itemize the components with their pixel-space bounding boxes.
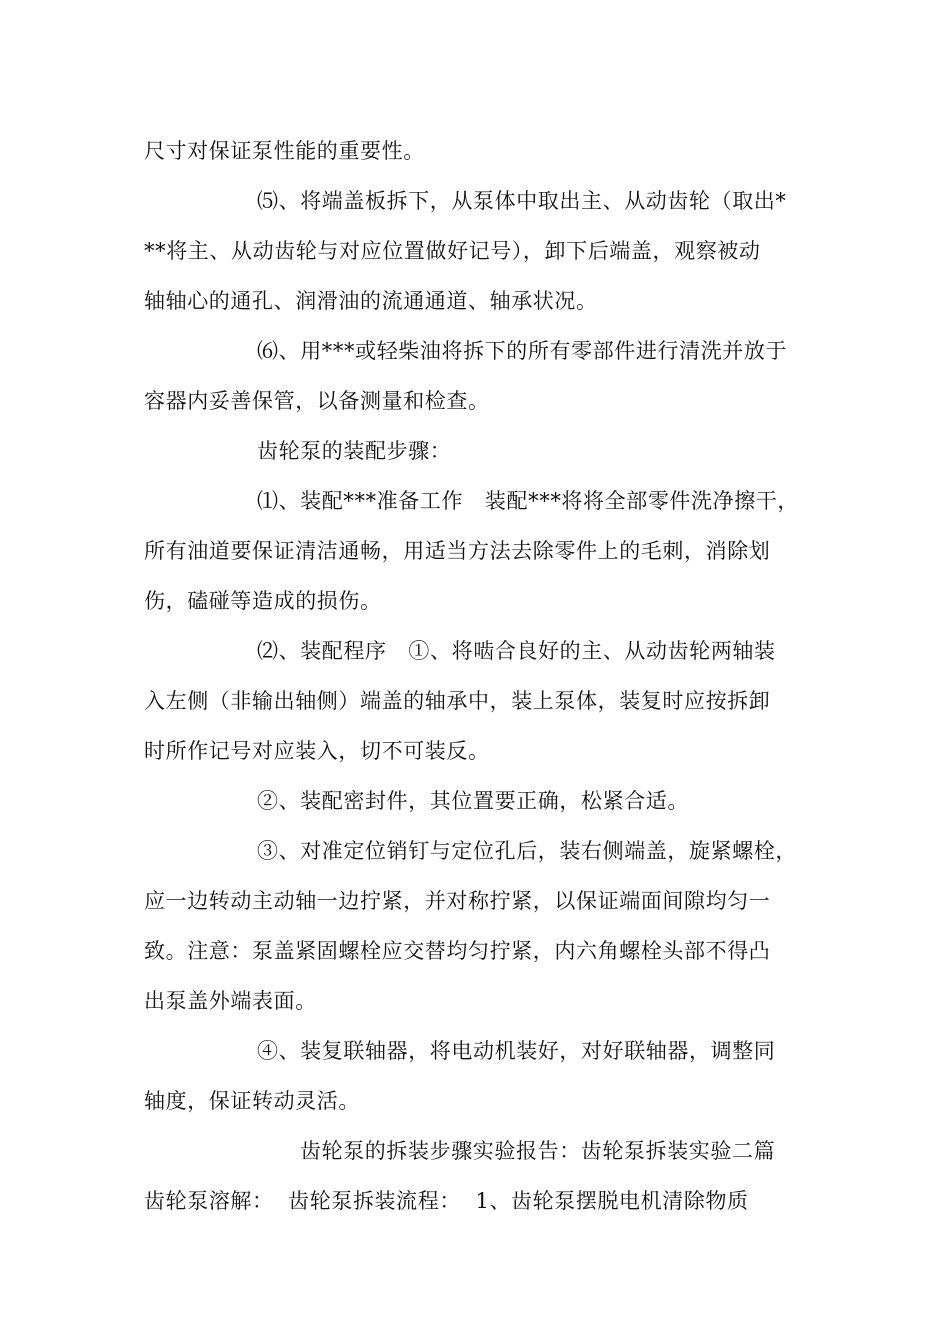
text-line: **将主、从动齿轮与对应位置做好记号），卸下后端盖，观察被动 (144, 239, 761, 263)
text-line: ②、装配密封件，其位置要正确，松紧合适。 (257, 789, 689, 813)
text-line: ④、装复联轴器，将电动机装好，对好联轴器，调整同 (257, 1039, 776, 1063)
text-line: 入左侧（非输出轴侧）端盖的轴承中，装上泵体，装复时应按拆卸 (144, 689, 771, 713)
text-line: 伤，磕碰等造成的损伤。 (144, 589, 382, 613)
text-line: 轴轴心的通孔、润滑油的流通通道、轴承状况。 (144, 289, 598, 313)
text-line: 齿轮泵的装配步骤： (257, 439, 452, 463)
text-line: 轴度，保证转动灵活。 (144, 1089, 360, 1113)
text-line: ⑸、将端盖板拆下，从泵体中取出主、从动齿轮（取出* (257, 189, 787, 213)
text-line: 容器内妥善保管，以备测量和检查。 (144, 389, 490, 413)
text-line: ③、对准定位销钉与定位孔后，装右侧端盖，旋紧螺栓， (257, 839, 797, 863)
text-line: ⑹、用***或轻柴油将拆下的所有零部件进行清洗并放于 (257, 339, 788, 363)
text-line: 出泵盖外端表面。 (144, 989, 317, 1013)
text-line: ⑵、装配程序 ①、将啮合良好的主、从动齿轮两轴装 (257, 639, 776, 663)
text-line: ⑴、装配***准备工作 装配***将将全部零件洗净擦干， (257, 489, 800, 513)
text-line: 齿轮泵溶解： 齿轮泵拆装流程： 1、齿轮泵摆脱电机清除物质 (144, 1189, 749, 1213)
text-line: 尺寸对保证泵性能的重要性。 (144, 139, 425, 163)
text-line: 齿轮泵的拆装步骤实验报告：齿轮泵拆装实验二篇 (300, 1139, 776, 1163)
text-line: 应一边转动主动轴一边拧紧，并对称拧紧，以保证端面间隙均匀一 (144, 889, 771, 913)
text-line: 致。注意：泵盖紧固螺栓应交替均匀拧紧，内六角螺栓头部不得凸 (144, 939, 771, 963)
text-line: 所有油道要保证清洁通畅，用适当方法去除零件上的毛刺，消除划 (144, 539, 771, 563)
text-line: 时所作记号对应装入，切不可装反。 (144, 739, 490, 763)
